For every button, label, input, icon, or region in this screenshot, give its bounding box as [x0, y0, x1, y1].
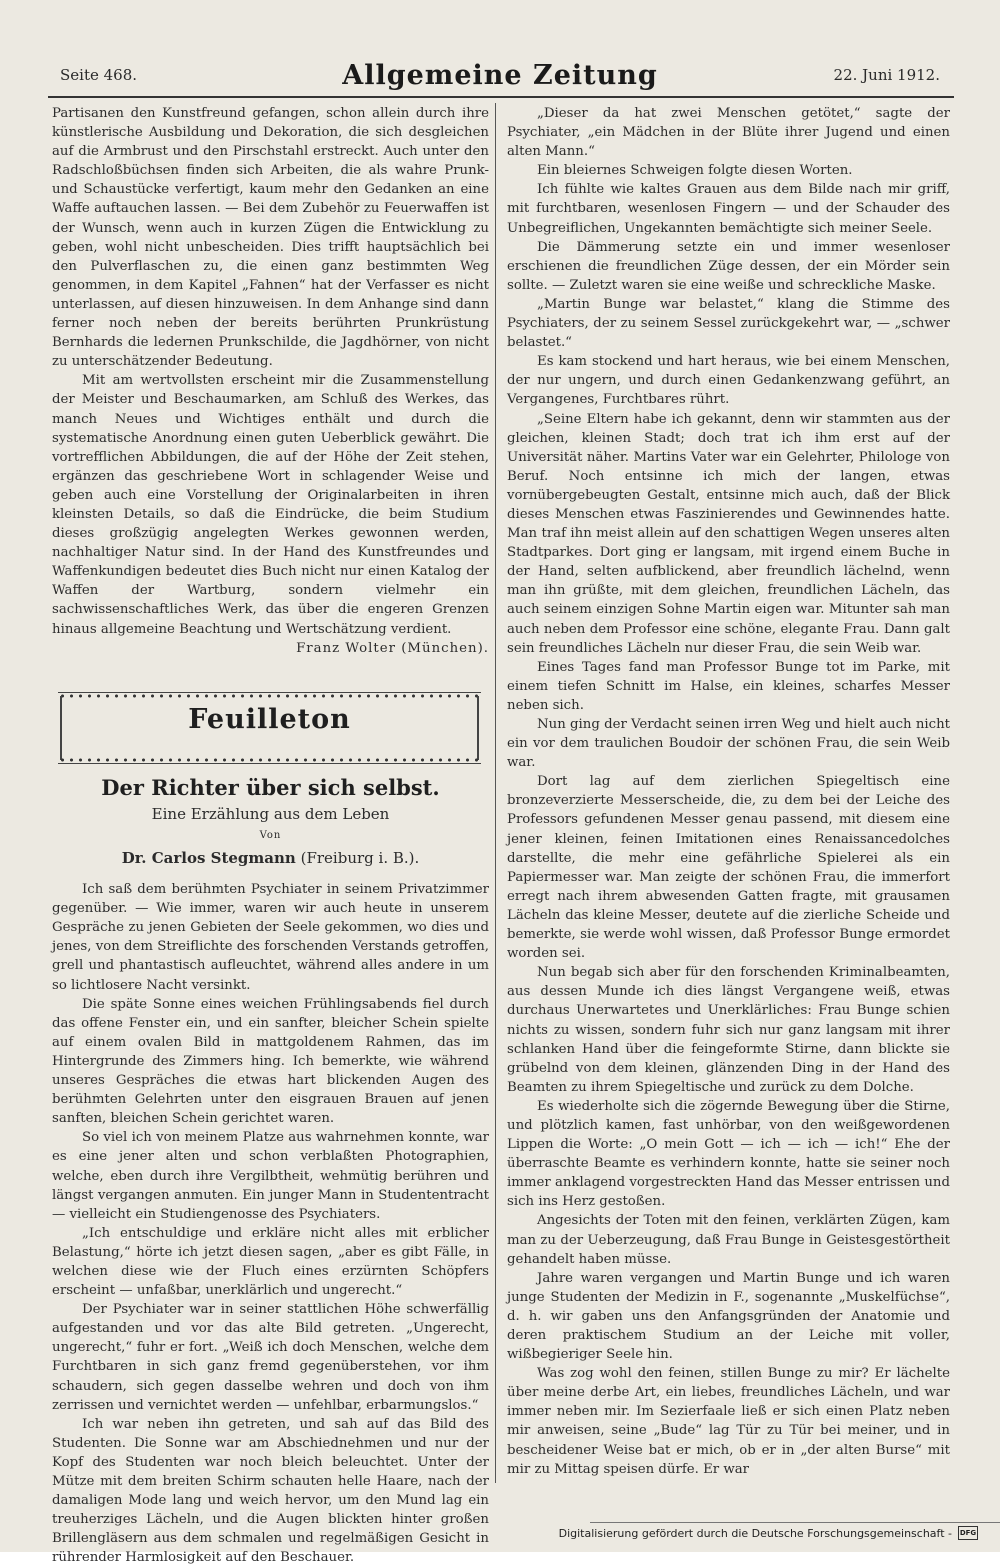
masthead-title: Allgemeine Zeitung	[342, 60, 658, 91]
story-subtitle: Eine Erzählung aus dem Leben	[151, 804, 390, 823]
story-paragraph: Nun begab sich aber für den forschenden Kriminalbeamten, aus dessen Munde ich dies längst Vergangene weiß, etwas durchaus Unerwartetes und Unerklärliches: Frau Bunge schien nichts zu wissen, sondern fuhr sich nur ganz langsam mit ihrer schlanken Hand über die feingeformte Stirne, dann blickte sie grübelnd von dem kleinen, glänzenden Ding in der Hand des Beamten zu ihrem Spiegeltische und zurück zu dem Dolche.	[507, 965, 950, 1095]
story-paragraph: Es wiederholte sich die zögernde Bewegung über die Stirne, und plötzlich kamen, fast unhörbar, von den weißgewordenen Lippen die Worte: „O mein Gott — ich — ich — ich!“ Ehe der überraschte Beamte es verhindern konnte, hatte sie seiner noch immer anklagend vorgestreckten Hand das Messer entrissen und sich ins Herz gestoßen.	[507, 1098, 950, 1210]
story-paragraph: Die Dämmerung setzte ein und immer wesenloser erschienen die freundlichen Züge dessen, der ein Mörder sein sollte. — Zuletzt waren sie eine weiße und schreckliche Maske.	[507, 239, 950, 293]
story-paragraph: Ich saß dem berühmten Psychiater in seinem Privatzimmer gegenüber. — Wie immer, waren wir auch heute in unserem Gespräche zu jenen Gebieten der Seele gekommen, wo dies und jenes, von dem Streiflichte des forschenden Verstands getroffen, grell und phantastisch aufleuchtet, während alles andere in um so lichtlosere Nacht versinkt.	[52, 882, 489, 993]
issue-date: 22. Juni 1912.	[833, 66, 940, 84]
story-paragraph: Die späte Sonne eines weichen Frühlingsabends fiel durch das offene Fenster ein, und ein sanfter, bleicher Schein spielte auf einem ovalen Bild in mattgoldenem Rahmen, das im Hintergrunde des Zimmers hing. Ich bemerkte, wie während unseres Gespräches die etwas hart blickenden Augen des berühmten Gelehrten unter den eisgrauen Brauen auf jenen sanften, bleichen Schein gerichtet waren.	[52, 996, 489, 1127]
story-paragraph: Der Psychiater war in seiner stattlichen Höhe schwerfällig aufgestanden und vor das alte Bild getreten. „Ungerecht, ungerecht,“ fuhr er fort. „Weiß ich doch Menschen, welche dem Furchtbaren in sich ganz fremd gegenüberstehen, vor ihm schaudern, sich gegen dasselbe wehren und doch von ihm zerrissen und vernichtet werden — unfehlbar, erbarmungslos.“	[52, 1302, 489, 1413]
story-paragraph: Ich war neben ihn getreten, und sah auf das Bild des Studenten. Die Sonne war am Abschiednehmen und nur der Kopf des Studenten war noch bleich beleuchtet. Unter der Mütze mit dem breiten Schirm schauten helle Haare, nach der damaligen Mode lang und weich hervor, um den Mund lag ein treuherziges Lächeln, und die Augen blickten hinter großen Brillengläsern aus dem schmalen und regelmäßigen Gesicht in rührender Harmlosigkeit auf den Beschauer.	[52, 1416, 489, 1566]
story-author	[52, 849, 489, 868]
story-paragraph: „Dieser da hat zwei Menschen getötet,“ sagte der Psychiater, „ein Mädchen in der Blüte ihrer Jugend und einen alten Mann.“	[507, 106, 950, 160]
story-paragraph: „Martin Bunge war belastet,“ klang die Stimme des Psychiaters, der zu seinem Sessel zurückgekehrt war, — „schwer belastet.“	[507, 296, 950, 351]
header-rule	[48, 96, 954, 98]
story-paragraph: Eines Tages fand man Professor Bunge tot im Parke, mit einem tiefen Schnitt im Halse, ein kleines, scharfes Messer neben sich.	[507, 659, 950, 713]
story-byline-von: Von	[259, 829, 282, 841]
story-paragraph: Angesichts der Toten mit den feinen, verklärten Zügen, kam man zu der Ueberzeugung, daß Frau Bunge in Geistesgestörtheit gehandelt haben müsse.	[507, 1213, 950, 1267]
story-title: Der Richter über sich selbst.	[101, 774, 440, 800]
dfg-logo-icon: DFG	[958, 1526, 978, 1540]
author-place: (Freiburg i. B.).	[300, 849, 420, 867]
ornamental-border-bottom	[58, 757, 481, 764]
right-column	[507, 104, 950, 1479]
author-name: Dr. Carlos Stegmann	[121, 849, 296, 867]
story-paragraph: „Ich entschuldige und erkläre nicht alles mit erblicher Belastung,“ hörte ich jetzt diesen sagen, „aber es gibt Fälle, in welchen diese wie der Fluch eines erzürnten Schöpfers erscheint — unfaßbar, unerklärlich und ungerecht.“	[52, 1225, 489, 1299]
review-signature: Franz Wolter (München).	[296, 640, 489, 656]
ornamental-border-top	[58, 692, 481, 699]
footer-rule	[590, 1522, 1000, 1523]
page-number: Seite 468.	[60, 66, 138, 84]
left-column	[52, 104, 489, 1567]
story-paragraph: Jahre waren vergangen und Martin Bunge und ich waren junge Studenten der Medizin in F., sogenannte „Muskelfüchse“, d. h. wir gaben uns den Anfangsgründen der Anatomie und deren praktischem Studium an der Leiche mit voller, wißbegieriger Seele hin.	[507, 1270, 950, 1363]
story-paragraph: Ich fühlte wie kaltes Grauen aus dem Bilde nach mir griff, mit furchtbaren, wesenlosen Fingern — und der Schauder des Unbegreiflichen, Ungekannten bemächtigte sich meiner Seele.	[507, 182, 950, 236]
funding-credit: Digitalisierung gefördert durch die Deutsche Forschungsgemeinschaft -	[558, 1526, 952, 1540]
story-paragraph: So viel ich von meinem Platze aus wahrnehmen konnte, war es eine jener alten und schon verblaßten Photographien, welche, eben durch ihre Vergilbtheit, wehmütig berühren und längst vergangen anmuten. Ein junger Mann in Studententracht — vielleicht ein Studiengenosse des Psychiaters.	[52, 1130, 489, 1222]
column-divider	[495, 103, 496, 1483]
story-paragraph: Was zog wohl den feinen, stillen Bunge zu mir? Er lächelte über meine derbe Art, ein liebes, freundliches Lächeln, und war immer neben mir. Im Sezierfaale ließ er sich einen Platz neben mir anweisen, seine „Bude“ lag Tür zu Tür bei meiner, und in bescheidener Weise bat er mich, ob er in „der alten Burse“ mit mir zu Mittag speisen dürfe. Er war	[507, 1366, 950, 1477]
review-paragraph: Partisanen den Kunstfreund gefangen, schon allein durch ihre künstlerische Ausbildung und Dekoration, die sich desgleichen auf die Armbrust und den Pirschstahl erstreckt. Auch unter den Radschloßbüchsen finden sich Arbeiten, die als wahre Prunk- und Schaustücke verfertigt, kaum mehr den Gedanken an eine Waffe auftauchen lassen. — Bei dem Zubehör zu Feuerwaffen ist der Wunsch, wenn auch in kurzen Zügen die Entwicklung zu geben, wohl nicht unbescheiden. Dies trifft hauptsächlich bei den Pulverflaschen zu, die einen ganz bestimmten Weg genommen, in dem Kapitel „Fahnen“ hat der Verfasser es nicht unterlassen, auf diesen hinzuweisen. In dem Anhange sind dann ferner noch neben der bereits berührten Prunkrüstung Bernhards die ledernen Prunkschilde, die Jagdhörner, von nicht zu unterschätzender Bedeutung.	[52, 106, 489, 370]
section-title: Feuilleton	[188, 703, 351, 735]
story-paragraph: Dort lag auf dem zierlichen Spiegeltisch eine bronzeverzierte Messerscheide, die, zu dem bei der Leiche des Professors gefundenen Messer genau passend, mit diesem eine jener kleinen, feinen Imitationen eines Renaissancedolches darstellte, die mehr eine gefährliche Spielerei als ein Papiermesser war. Man zeigte der schönen Frau, die immerfort erregt nach ihrem abwesenden Gatten fragte, mit grausamen Lächeln das kleine Messer, deutete auf die zierliche Scheide und bemerkte, sie werde wohl wissen, daß Professor Bunge ermordet worden sei.	[507, 774, 950, 962]
story-paragraph: „Seine Eltern habe ich gekannt, denn wir stammten aus der gleichen, kleinen Stadt; doch trat ich ihm erst auf der Universität näher. Martins Vater war ein Gelehrter, Philologe von Beruf. Noch entsinne ich mich der langen, etwas vornübergebeugten Gestalt, entsinne mich auch, daß der Blick dieses Menschen etwas Faszinierendes und Gewinnendes hatte. Man traf ihn meist allein auf den schattigen Wegen unseres alten Stadtparkes. Dort ging er langsam, mit irgend einem Buche in der Hand, selten aufblickend, aber freundlich lächelnd, wenn man ihn grüßte, mit dem gleichen, freundlichen Lächeln, das auch seinem einzigen Sohne Martin eigen war. Mitunter sah man auch neben dem Professor eine schöne, elegante Frau. Dann galt sein freundliches Lächeln nur dieser Frau, die sein Weib war.	[507, 411, 950, 656]
feuilleton-heading-box	[58, 692, 481, 764]
page-header	[60, 60, 940, 94]
story-paragraph: Nun ging der Verdacht seinen irren Weg und hielt auch nicht ein vor dem traulichen Boudoir der schönen Frau, die sein Weib war.	[507, 717, 950, 771]
digitization-footer	[559, 1525, 978, 1541]
story-paragraph: Ein bleiernes Schweigen folgte diesen Worten.	[537, 163, 853, 179]
review-paragraph: Mit am wertvollsten erscheint mir die Zusammenstellung der Meister und Beschaumarken, am Schluß des Werkes, das manch Neues und Wichtiges enthält und durch die systematische Anordnung einen guten Ueberblick gewährt. Die vortrefflichen Abbildungen, die auf der Höhe der Zeit stehen, ergänzen das geschriebene Wort in schlagender Weise und geben auch eine Vorstellung der Originalarbeiten in ihren kleinsten Details, so daß die Eindrücke, die beim Studium dieses großzügig angelegten Werkes gewonnen werden, nachhaltiger Natur sind. In der Hand des Kunstfreundes und Waffenkundigen bedeutet dies Buch nicht nur einen Katalog der Waffen der Wartburg, sondern vielmehr ein sachwissenschaftliches Werk, das über die engeren Grenzen hinaus allgemeine Beachtung und Wertschätzung verdient.	[52, 373, 489, 637]
story-paragraph: Es kam stockend und hart heraus, wie bei einem Menschen, der nur ungern, und durch einen Gedankenzwang geführt, an Vergangenes, Furchtbares rührt.	[507, 354, 950, 408]
